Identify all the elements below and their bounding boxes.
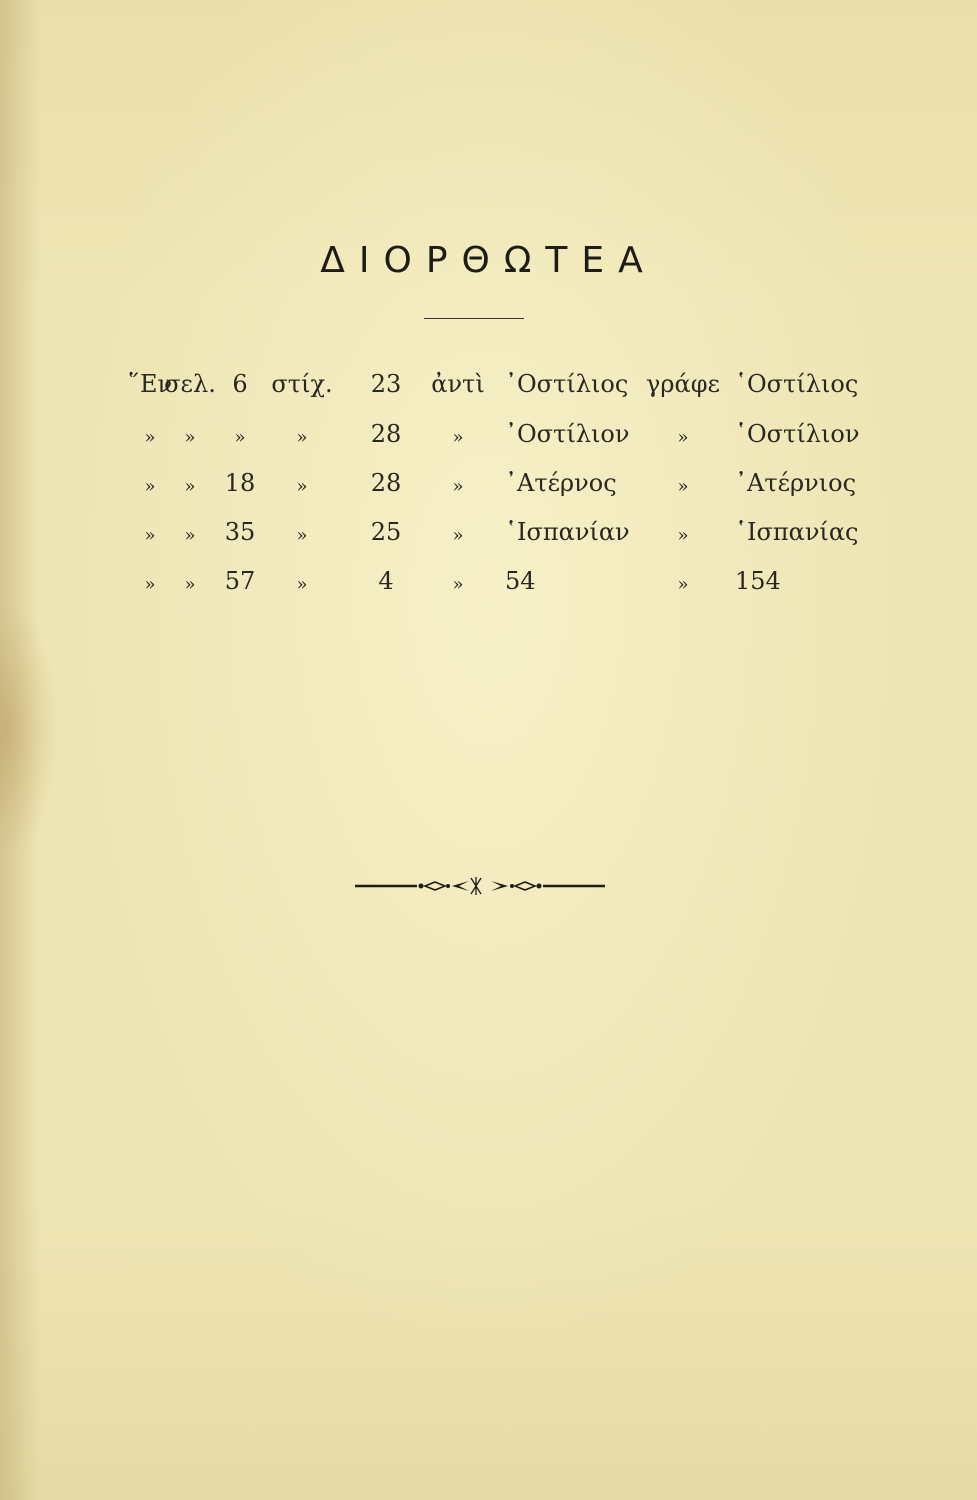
errata-en-label: » bbox=[144, 574, 156, 595]
errata-page-abbrev: » bbox=[184, 476, 196, 497]
errata-correct-reading: ῾Οστίλιον bbox=[735, 420, 860, 448]
errata-line-number: 23 bbox=[370, 370, 402, 398]
errata-correct-reading: ῾Οστίλιος bbox=[735, 370, 859, 398]
errata-instead-label: ἀντὶ bbox=[431, 370, 485, 398]
errata-en-label: » bbox=[144, 427, 156, 448]
errata-en-label: » bbox=[144, 525, 156, 546]
errata-page-number: 57 bbox=[224, 567, 256, 595]
tailpiece-ornament bbox=[355, 874, 605, 898]
errata-write-label: » bbox=[677, 574, 689, 595]
errata-wrong-reading: 54 bbox=[505, 567, 536, 595]
errata-line-number: 28 bbox=[370, 420, 402, 448]
errata-instead-label: » bbox=[452, 476, 464, 497]
errata-instead-label: » bbox=[452, 574, 464, 595]
errata-line-number: 25 bbox=[370, 518, 402, 546]
errata-line-abbrev: » bbox=[296, 427, 308, 448]
errata-write-label: » bbox=[677, 476, 689, 497]
errata-write-label: γράφε bbox=[646, 370, 720, 398]
errata-line-abbrev: » bbox=[296, 574, 308, 595]
errata-en-label: » bbox=[144, 476, 156, 497]
errata-correct-reading: ῾Ισπανίας bbox=[735, 518, 859, 546]
errata-page-abbrev: σελ. bbox=[164, 370, 216, 398]
errata-correct-reading: 154 bbox=[735, 567, 781, 595]
errata-instead-label: » bbox=[452, 427, 464, 448]
errata-write-label: » bbox=[677, 427, 689, 448]
errata-line-abbrev: στίχ. bbox=[271, 370, 333, 398]
errata-wrong-reading: ῾Ισπανίαν bbox=[505, 518, 630, 546]
errata-page-abbrev: » bbox=[184, 427, 196, 448]
errata-page-number: » bbox=[234, 427, 246, 448]
errata-page-number: 6 bbox=[232, 370, 248, 398]
errata-instead-label: » bbox=[452, 525, 464, 546]
errata-page-abbrev: » bbox=[184, 525, 196, 546]
errata-wrong-reading: ᾿Ατέρνος bbox=[505, 469, 617, 497]
errata-line-abbrev: » bbox=[296, 476, 308, 497]
errata-wrong-reading: ᾿Οστίλιος bbox=[505, 370, 629, 398]
errata-write-label: » bbox=[677, 525, 689, 546]
errata-en-label: ῞Εν bbox=[127, 370, 173, 398]
errata-correct-reading: ᾿Ατέρνιος bbox=[735, 469, 857, 497]
page-title: ΔΙΟΡΘΩΤΕΑ bbox=[320, 240, 657, 281]
errata-wrong-reading: ᾿Οστίλιον bbox=[505, 420, 630, 448]
errata-line-number: 4 bbox=[378, 567, 394, 595]
errata-page-number: 35 bbox=[224, 518, 256, 546]
errata-page-number: 18 bbox=[224, 469, 256, 497]
errata-line-abbrev: » bbox=[296, 525, 308, 546]
errata-line-number: 28 bbox=[370, 469, 402, 497]
errata-page-abbrev: » bbox=[184, 574, 196, 595]
